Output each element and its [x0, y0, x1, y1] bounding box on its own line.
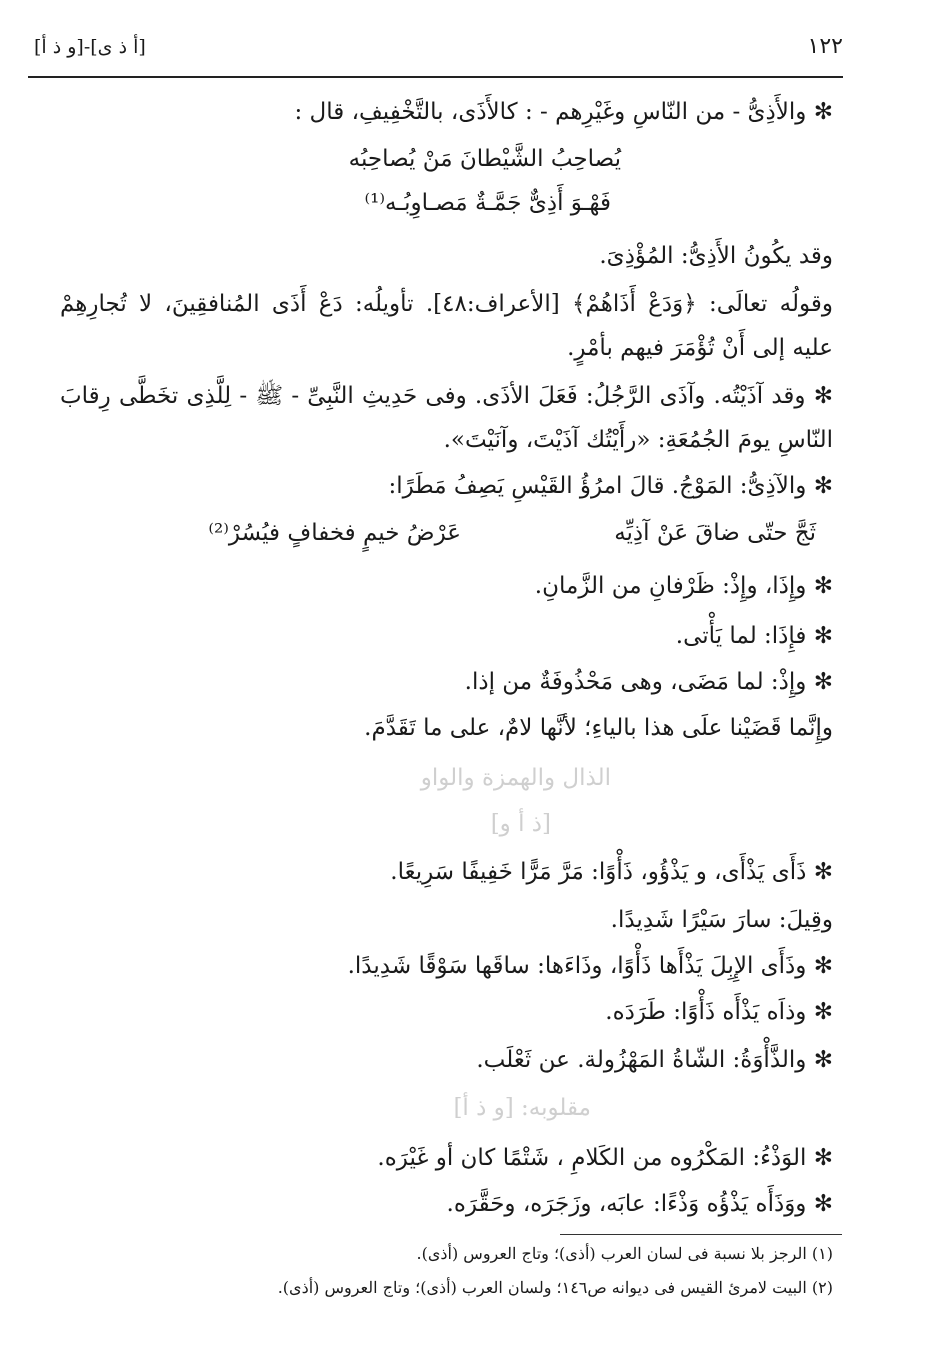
entry-line: ✻ وإِذْ: لما مَضَى، وهى مَحْذُوفَةٌ من إذا. — [464, 669, 833, 695]
footnote-rule — [560, 1234, 842, 1235]
page-number: ١٢٢ — [807, 34, 843, 59]
entry-line: ✻ والأَذِىُّ - من النّاسِ وغَيْرِهم - : كالأَذَى، بالتَّخْفِيفِ، قال : — [294, 99, 833, 125]
entry-line: ✻ وذَأَى الإِبِلَ يَذْأَها ذَأْوًا، وذَاءَها: ساقَها سَوْقًا شَدِيدًا. — [347, 953, 833, 979]
page-header — [28, 30, 843, 70]
verse-hemistich-second: عَرْضُ خيمٍ فخفافٍ فيُسُرْ⁽²⁾ — [208, 520, 461, 546]
entry-line: وإِنَّما قَضَيْنا علَى هذا بالياءِ؛ لأنَّها لامٌ، على ما تَقَدَّمَ. — [364, 715, 833, 741]
entry-line: وقِيلَ: سارَ سَيْرًا شَدِيدًا. — [610, 907, 833, 933]
subsection-title: مقلوبه: [و ذ أ] — [453, 1095, 591, 1121]
footnote: (١) الرجز بلا نسبة فى لسان العرب (أذى)؛ وتاج العروس (أذى). — [416, 1244, 833, 1263]
section-title: الذال والهمزة والواو — [420, 765, 611, 791]
header-rule — [28, 76, 843, 78]
entry-line: ✻ ووَذَأَه يَذْؤُه وَذْءًا: عابَه، وزَجَرَه، وحَقَّرَه. — [446, 1191, 833, 1217]
entry-line: ✻ والذَّأْوَةُ: الشّاةُ المَهْزُولة. عن ثَعْلَب. — [476, 1047, 833, 1073]
verse-line: فَهْـوَ أَذِىٌّ جَمَّـةٌ مَصـاوِبُـه⁽¹⁾ — [364, 190, 611, 216]
header-root-words: [أ ذ ى]-[و ذ أ] — [34, 36, 146, 58]
entry-line: ✻ الوَذْءُ: المَكْرُوه من الكَلامِ ، شَتْمًا كان أو غَيْرَه. — [377, 1145, 833, 1171]
verse-hemistich-first: ثَجَّ حتّى ضاقَ عَنْ آذِيِّه — [614, 520, 816, 546]
entry-line: ✻ فإِذَا: لما يَأْتى. — [675, 623, 833, 649]
entry-line: ✻ وإِذَا، وإِذْ: ظَرْفانِ من الزَّمانِ. — [534, 573, 833, 599]
root-title: [ذ أ و] — [490, 811, 551, 837]
entry-line: ✻ وقد آذَيْتُه. وآذَى الرَّجُلُ: فَعَلَ الأذَى. وفى حَدِيثِ النَّبِىِّ - ﷺ - لِلَّذِى تخَطَّى رِقابَ — [60, 383, 833, 409]
footnote: (٢) البيت لامرئ القيس فى ديوانه ص١٤٦؛ ولسان العرب (أذى)؛ وتاج العروس (أذى). — [277, 1278, 833, 1297]
entry-line: وقد يكُونُ الأَذِىُّ: المُؤْذِىَ. — [599, 243, 833, 269]
entry-line: النّاسِ يومَ الجُمُعَةِ: «رأَيْتُك آذَيْتَ، وآنَيْتَ». — [443, 427, 833, 453]
entry-line: ✻ ذَأَى يَذْأَى، و يَذْؤُو، ذَأْوًا: مَرَّ مَرًّا خَفِيفًا سَرِيعًا. — [390, 859, 833, 885]
entry-line: ✻ والآذِىُّ: المَوْجُ. قالَ امرُؤُ القَيْسِ يَصِفُ مَطَرًا: — [388, 473, 833, 499]
entry-line: وقولُه تعالَى: ﴿وَدَعْ أَذَاهُمْ﴾ [الأعراف:٤٨]. تأويلُه: دَعْ أَذَى المُنافقِينَ، لا تُجارِهِمْ — [60, 291, 833, 317]
verse-line: يُصاحِبُ الشَّيْطانَ مَنْ يُصاحِبُه — [348, 146, 621, 172]
entry-line: عليه إلى أَنْ تُؤْمَرَ فيهم بأمْرٍ. — [567, 335, 833, 361]
entry-line: ✻ وذاَه يَذْأَه ذَأْوًا: طَرَدَه. — [605, 999, 833, 1025]
